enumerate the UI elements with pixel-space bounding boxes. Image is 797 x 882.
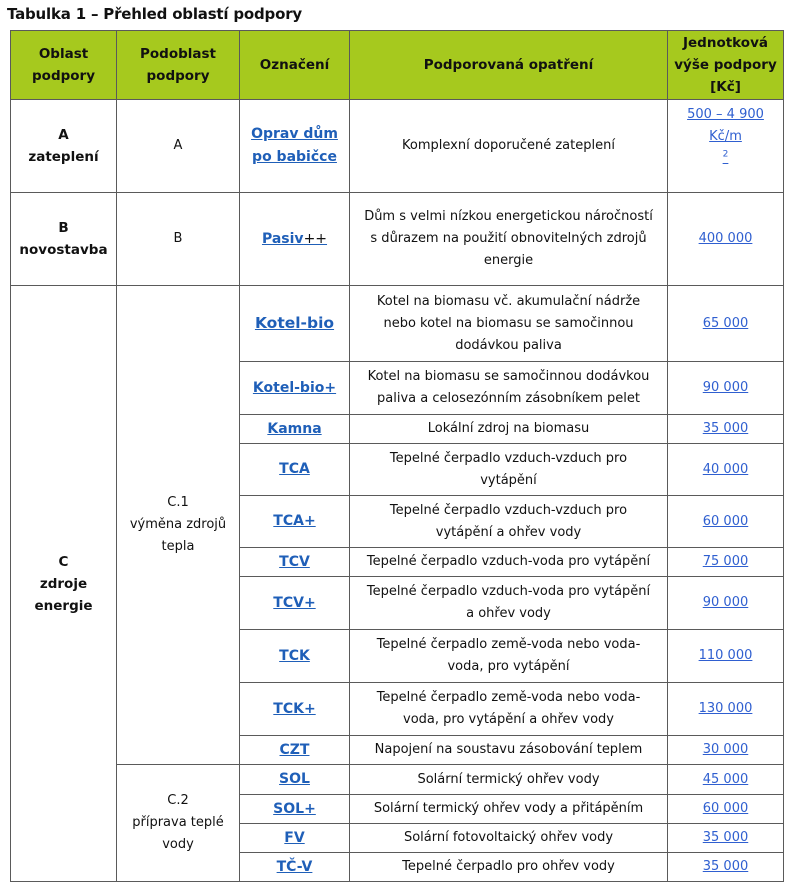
measure-text: Komplexní doporučené zateplení — [350, 100, 668, 193]
amount-link[interactable]: 65 000 — [668, 286, 784, 362]
code-pasiv-link[interactable]: Pasiv++ — [240, 193, 350, 286]
code-oprav-dum-link[interactable]: Oprav dům po babičce — [240, 100, 350, 193]
amount-link[interactable]: 35 000 — [668, 853, 784, 882]
subarea-b: B — [117, 193, 240, 286]
measure-text: Tepelné čerpadlo země-voda nebo voda- voda, pro vytápění — [350, 630, 668, 683]
amount-link[interactable]: 90 000 — [668, 362, 784, 415]
measure-text: Napojení na soustavu zásobování teplem — [350, 736, 668, 765]
measure-text: Kotel na biomasu se samočinnou dodávkou paliva a celosezónním zásobníkem pelet — [350, 362, 668, 415]
code-czt-link[interactable]: CZT — [240, 736, 350, 765]
header-area: Oblast podpory — [11, 31, 117, 100]
amount-link[interactable]: 500 – 4 900 Kč/m $^2$ — [668, 100, 784, 193]
measure-text: Solární termický ohřev vody — [350, 765, 668, 795]
table-row — [11, 193, 784, 286]
subarea-c1: C.1 výměna zdrojů tepla — [117, 286, 240, 765]
code-sol-plus-link[interactable]: SOL+ — [240, 795, 350, 824]
measure-text: Solární termický ohřev vody a přitápěním — [350, 795, 668, 824]
subarea-c2: C.2 příprava teplé vody — [117, 765, 240, 882]
header-row — [11, 31, 784, 100]
support-areas-table — [10, 30, 784, 882]
header-code: Označení — [240, 31, 350, 100]
header-subarea: Podoblast podpory — [117, 31, 240, 100]
area-b: B novostavba — [11, 193, 117, 286]
code-tca-plus-link[interactable]: TCA+ — [240, 496, 350, 548]
amount-link[interactable]: 60 000 — [668, 795, 784, 824]
code-sol-link[interactable]: SOL — [240, 765, 350, 795]
measure-text: Solární fotovoltaický ohřev vody — [350, 824, 668, 853]
code-kotel-bio-link[interactable]: Kotel-bio — [240, 286, 350, 362]
area-c: C zdroje energie — [11, 286, 117, 882]
table-row — [11, 286, 784, 362]
measure-text: Kotel na biomasu vč. akumulační nádrže nebo kotel na biomasu se samočinnou dodávkou paliva — [350, 286, 668, 362]
code-tcv-plus-link[interactable]: TCV+ — [240, 577, 350, 630]
code-tcv-link[interactable]: TCV — [240, 548, 350, 577]
measure-text: Tepelné čerpadlo vzduch-voda pro vytápění a ohřev vody — [350, 577, 668, 630]
amount-link[interactable]: 35 000 — [668, 415, 784, 444]
amount-link[interactable]: 75 000 — [668, 548, 784, 577]
code-kotel-bio-plus-link[interactable]: Kotel-bio+ — [240, 362, 350, 415]
amount-link[interactable]: 130 000 — [668, 683, 784, 736]
code-fv-link[interactable]: FV — [240, 824, 350, 853]
measure-text: Tepelné čerpadlo země-voda nebo voda- voda, pro vytápění a ohřev vody — [350, 683, 668, 736]
table-row — [11, 765, 784, 795]
measure-text: Dům s velmi nízkou energetickou náročností s důrazem na použití obnovitelných zdrojů energie — [350, 193, 668, 286]
header-measures: Podporovaná opatření — [350, 31, 668, 100]
header-amount: Jednotková výše podpory [Kč] — [668, 31, 784, 100]
amount-link[interactable]: 60 000 — [668, 496, 784, 548]
amount-link[interactable]: 110 000 — [668, 630, 784, 683]
table-row — [11, 100, 784, 193]
measure-text: Tepelné čerpadlo vzduch-voda pro vytápění — [350, 548, 668, 577]
amount-link[interactable]: 400 000 — [668, 193, 784, 286]
code-kamna-link[interactable]: Kamna — [240, 415, 350, 444]
measure-text: Lokální zdroj na biomasu — [350, 415, 668, 444]
area-a: A zateplení — [11, 100, 117, 193]
code-tca-link[interactable]: TCA — [240, 444, 350, 496]
code-tck-plus-link[interactable]: TCK+ — [240, 683, 350, 736]
measure-text: Tepelné čerpadlo pro ohřev vody — [350, 853, 668, 882]
amount-link[interactable]: 40 000 — [668, 444, 784, 496]
subarea-a: A — [117, 100, 240, 193]
table-title: Tabulka 1 – Přehled oblastí podpory — [7, 5, 302, 23]
amount-link[interactable]: 90 000 — [668, 577, 784, 630]
code-tck-link[interactable]: TCK — [240, 630, 350, 683]
measure-text: Tepelné čerpadlo vzduch-vzduch pro vytápění — [350, 444, 668, 496]
code-tc-v-link[interactable]: TČ-V — [240, 853, 350, 882]
amount-link[interactable]: 45 000 — [668, 765, 784, 795]
amount-link[interactable]: 30 000 — [668, 736, 784, 765]
amount-link[interactable]: 35 000 — [668, 824, 784, 853]
measure-text: Tepelné čerpadlo vzduch-vzduch pro vytápění a ohřev vody — [350, 496, 668, 548]
